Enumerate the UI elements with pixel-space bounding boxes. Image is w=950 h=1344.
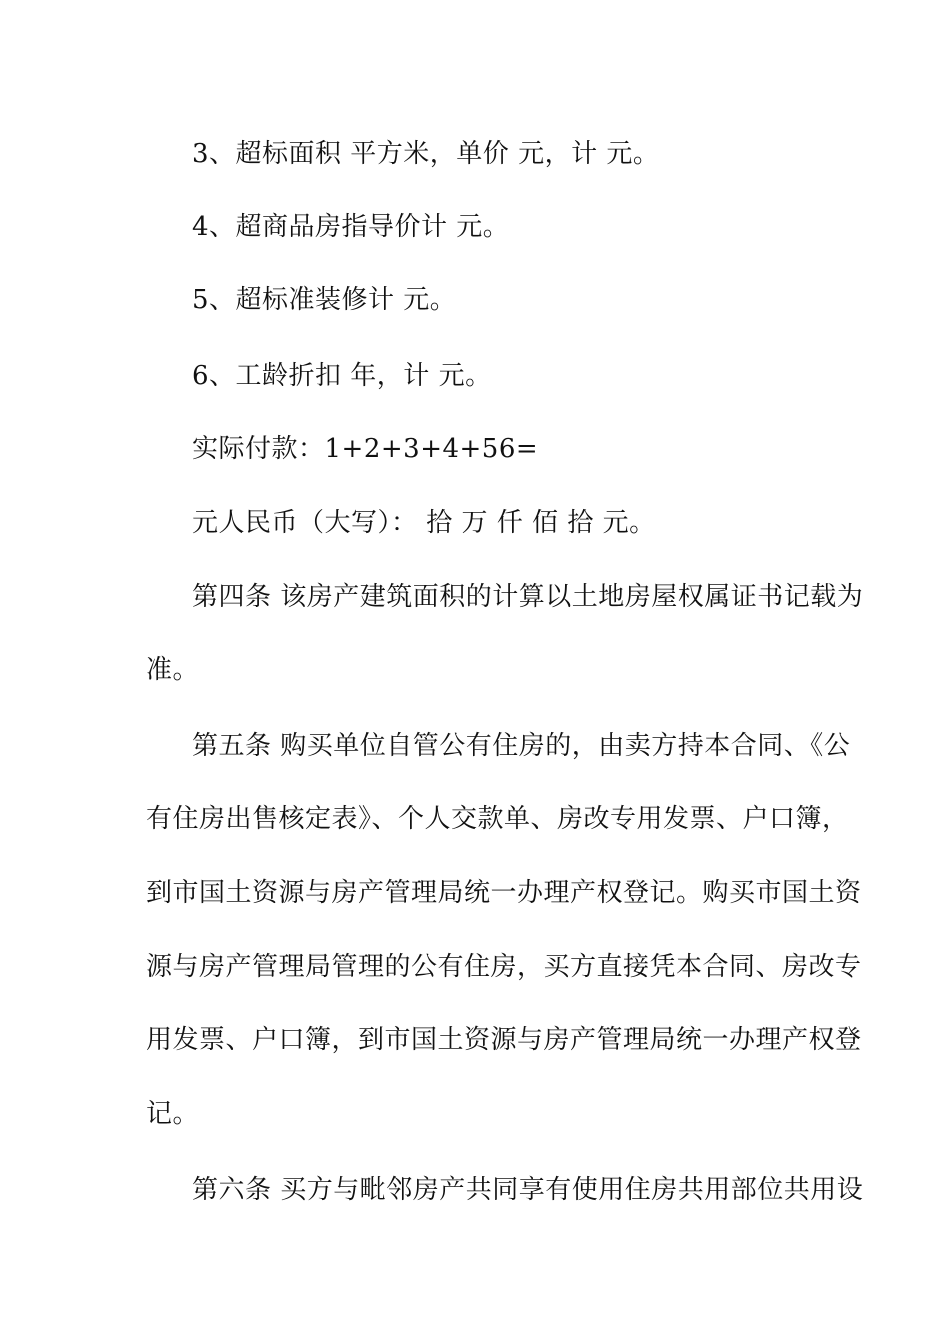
- clause-item-6: 6、工龄折扣 年，计 元。: [192, 361, 492, 391]
- clause-item-5: 5、超标准装修计 元。: [192, 285, 457, 315]
- clause-item-3: 3、超标面积 平方米，单价 元，计 元。: [192, 139, 660, 169]
- actual-payment-line: 实际付款：1+2+3+4+56=: [192, 434, 539, 464]
- article-4-line-2: 准。: [146, 655, 200, 685]
- article-4-line-1: 第四条 该房产建筑面积的计算以土地房屋权属证书记载为: [192, 582, 864, 612]
- clause-item-4: 4、超商品房指导价计 元。: [192, 212, 510, 242]
- article-6-line-1: 第六条 买方与毗邻房产共同享有使用住房共用部位共用设: [192, 1175, 864, 1205]
- article-5-line-5: 用发票、户口簿，到市国土资源与房产管理局统一办理产权登: [146, 1025, 862, 1055]
- article-5-line-3: 到市国土资源与房产管理局统一办理产权登记。购买市国土资: [146, 878, 862, 908]
- article-5-line-4: 源与房产管理局管理的公有住房，买方直接凭本合同、房改专: [146, 952, 862, 982]
- article-5-line-2: 有住房出售核定表》、个人交款单、房改专用发票、户口簿，: [146, 804, 849, 834]
- article-5-line-1: 第五条 购买单位自管公有住房的，由卖方持本合同、《公: [192, 731, 851, 761]
- article-5-line-6: 记。: [146, 1099, 200, 1129]
- amount-in-words-line: 元人民币（大写）： 拾 万 仟 佰 拾 元。: [192, 508, 656, 538]
